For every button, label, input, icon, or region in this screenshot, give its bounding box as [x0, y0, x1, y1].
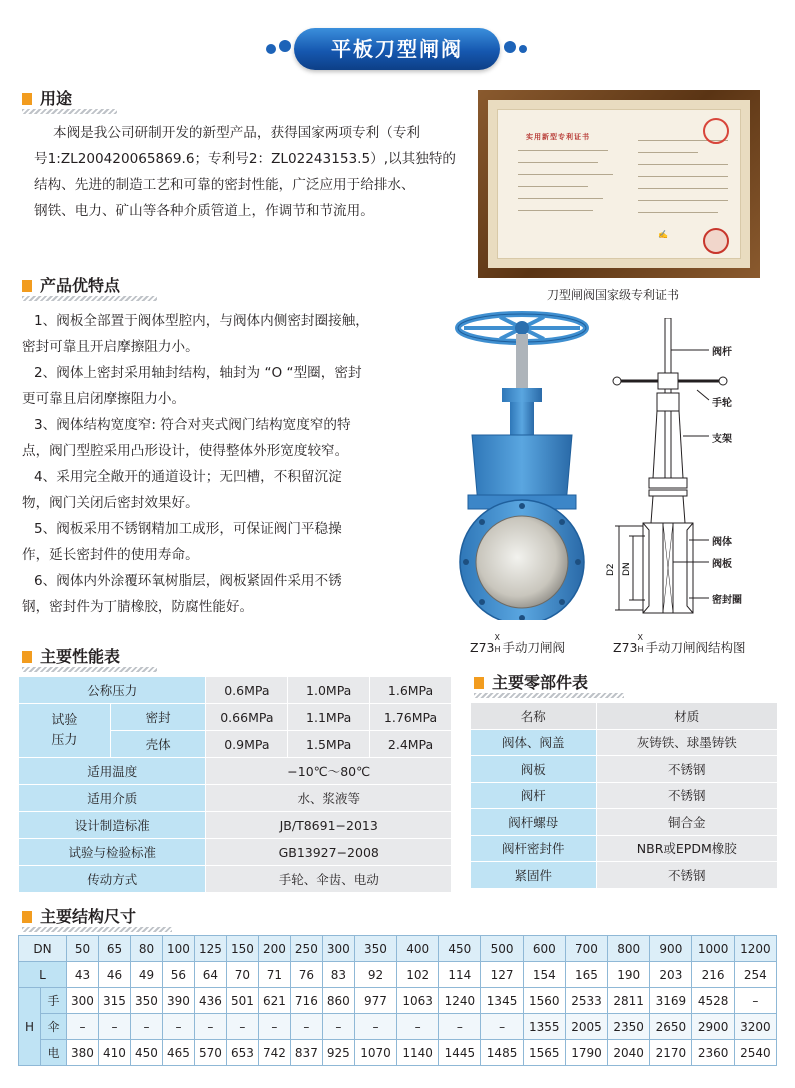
dimension-cell: –	[290, 1014, 322, 1040]
dimension-cell: 46	[98, 962, 130, 988]
dimension-cell: 1200	[734, 936, 776, 962]
dimension-cell: –	[194, 1014, 226, 1040]
valve-photo	[440, 300, 600, 620]
feature-line: 钢，密封件为丁腈橡胶，防腐性能好。	[22, 599, 254, 615]
caption-sub: H	[637, 645, 644, 654]
row-label: DN	[19, 936, 67, 962]
dimension-cell: 200	[258, 936, 290, 962]
dimension-cell: 1063	[397, 988, 439, 1014]
table-row	[19, 704, 452, 731]
table-row	[471, 862, 778, 889]
dimension-cell: –	[226, 1014, 258, 1040]
section-title: 主要零部件表	[492, 673, 589, 692]
certificate-seal-icon	[703, 228, 729, 254]
dimension-cell: 2360	[692, 1040, 734, 1066]
dimension-cell: –	[734, 988, 776, 1014]
row-value: 手轮、伞齿、电动	[206, 866, 452, 893]
section-dimensions-header	[22, 906, 172, 928]
dimension-cell: 49	[130, 962, 162, 988]
dimension-cell: 716	[290, 988, 322, 1014]
usage-line: 本阀是我公司研制开发的新型产品，获得国家两项专利（专利	[53, 125, 421, 141]
section-title: 用途	[40, 89, 73, 108]
row-label: 适用温度	[19, 758, 206, 785]
valve-photo-caption	[470, 633, 565, 656]
dimension-cell: 350	[354, 936, 396, 962]
part-material: NBR或EPDM橡胶	[596, 835, 777, 862]
certificate-mat	[488, 100, 750, 268]
dimension-cell: 2350	[608, 1014, 650, 1040]
row-label: 适用介质	[19, 785, 206, 812]
section-underline	[474, 693, 624, 698]
dimension-cell: 465	[162, 1040, 194, 1066]
dimension-cell: –	[354, 1014, 396, 1040]
bevel-row	[19, 1014, 777, 1040]
feature-line: 更可靠且启闭摩擦阻力小。	[22, 391, 186, 407]
test-pressure-label	[19, 704, 111, 758]
title-banner	[266, 28, 528, 70]
dimension-cell: 300	[67, 988, 99, 1014]
row-label: L	[19, 962, 67, 988]
dimension-cell: –	[130, 1014, 162, 1040]
certificate-text-line	[638, 152, 698, 153]
table-row	[471, 729, 778, 756]
test-label-line: 试验	[51, 712, 78, 728]
structure-caption	[613, 633, 746, 656]
part-material: 不锈钢	[596, 782, 777, 809]
row-label: 手	[41, 988, 67, 1014]
feature-line: 物，阀门关闭后密封效果好。	[22, 495, 199, 511]
dimension-cell: –	[481, 1014, 523, 1040]
dimension-cell: 165	[565, 962, 607, 988]
dimension-cell: 700	[565, 936, 607, 962]
table-cell: 1.6MPa	[370, 677, 452, 704]
caption-text: 手动刀闸阀结构图	[645, 640, 746, 655]
certificate-text-line	[518, 150, 608, 151]
dimension-cell: 216	[692, 962, 734, 988]
feature-line: 1、阀板全部置于阀体型腔内，与阀体内侧密封圈接触，	[34, 313, 369, 329]
certificate-text-line	[638, 200, 728, 201]
usage-line: 结构、先进的制造工艺和可靠的密封性能，广泛应用于给排水、	[34, 177, 415, 193]
certificate-seal-icon	[703, 118, 729, 144]
section-marker-icon	[22, 651, 32, 663]
column-header: 材质	[596, 703, 777, 730]
certificate-text-line	[518, 174, 613, 175]
table-cell: 0.66MPa	[206, 704, 288, 731]
part-material: 不锈钢	[596, 862, 777, 889]
dimension-cell: 154	[523, 962, 565, 988]
certificate-heading: 实用新型专利证书	[526, 133, 590, 141]
dimension-cell: 50	[67, 936, 99, 962]
table-cell: 0.6MPa	[206, 677, 288, 704]
part-name: 阀杆	[471, 782, 597, 809]
table-cell: 0.9MPa	[206, 731, 288, 758]
dimension-cell: 1445	[439, 1040, 481, 1066]
usage-line: 号1:ZL200420065869.6；专利号2：ZL02243153.5）,以其独特的	[34, 151, 457, 167]
row-label: 伞	[41, 1014, 67, 1040]
dim-dn: DN	[622, 562, 632, 576]
dimension-cell: 315	[98, 988, 130, 1014]
certificate-text-line	[518, 210, 593, 211]
dimension-cell: 436	[194, 988, 226, 1014]
dimension-cell: 742	[258, 1040, 290, 1066]
dimension-cell: 4528	[692, 988, 734, 1014]
table-row	[471, 809, 778, 836]
parts-table	[470, 702, 778, 889]
row-value: JB/T8691−2013	[206, 812, 452, 839]
dimension-cell: 76	[290, 962, 322, 988]
usage-paragraph	[34, 120, 456, 224]
section-usage-header	[22, 88, 117, 110]
table-row	[471, 756, 778, 783]
dimension-cell: 977	[354, 988, 396, 1014]
dimension-cell: 410	[98, 1040, 130, 1066]
certificate-text-line	[638, 176, 728, 177]
caption-sup: X	[494, 633, 500, 642]
dimension-cell: 64	[194, 962, 226, 988]
dimension-cell: 800	[608, 936, 650, 962]
dimension-cell: –	[162, 1014, 194, 1040]
section-marker-icon	[22, 280, 32, 292]
dimension-cell: 114	[439, 962, 481, 988]
dimension-cell: 570	[194, 1040, 226, 1066]
section-marker-icon	[22, 911, 32, 923]
dimension-cell: 92	[354, 962, 396, 988]
page-title: 平板刀型闸阀	[331, 37, 463, 61]
certificate-signature: ✍	[658, 230, 668, 239]
feature-line: 4、采用完全敞开的通道设计；无凹槽，不积留沉淀	[34, 469, 342, 485]
feature-line: 点，阀门型腔采用凸形设计，使得整体外形宽度较窄。	[22, 443, 349, 459]
certificate-text-line	[638, 188, 728, 189]
part-material: 灰铸铁、球墨铸铁	[596, 729, 777, 756]
feature-line: 2、阀体上密封采用轴封结构，轴封为 “O “型圈，密封	[34, 365, 362, 381]
table-cell: 1.5MPa	[288, 731, 370, 758]
dimension-cell: 2650	[650, 1014, 692, 1040]
dimension-cell: 653	[226, 1040, 258, 1066]
dimension-cell: 65	[98, 936, 130, 962]
dimensions-table	[18, 935, 777, 1066]
row-value: GB13927−2008	[206, 839, 452, 866]
feature-line: 6、阀体内外涂覆环氧树脂层，阀板紧固件采用不锈	[34, 573, 342, 589]
dimension-cell: 2170	[650, 1040, 692, 1066]
certificate-caption: 刀型闸阀国家级专利证书	[547, 288, 680, 302]
dimension-cell: 1140	[397, 1040, 439, 1066]
dimension-cell: 3200	[734, 1014, 776, 1040]
row-value: −10℃～80℃	[206, 758, 452, 785]
nominal-pressure-label: 公称压力	[19, 677, 206, 704]
label-gate: 阀板	[712, 559, 732, 570]
label-body: 阀体	[712, 537, 732, 548]
certificate-text-line	[518, 198, 603, 199]
part-name: 紧固件	[471, 862, 597, 889]
performance-table	[18, 676, 452, 893]
caption-sup: X	[637, 633, 643, 642]
dimension-cell: 380	[67, 1040, 99, 1066]
dimension-cell: 43	[67, 962, 99, 988]
certificate-paper	[497, 109, 741, 259]
part-name: 阀板	[471, 756, 597, 783]
certificate-text-line	[638, 164, 728, 165]
dimension-cell: 56	[162, 962, 194, 988]
l-row	[19, 962, 777, 988]
section-title: 主要性能表	[40, 647, 121, 666]
table-cell: 1.1MPa	[288, 704, 370, 731]
caption-model: Z73	[470, 640, 495, 655]
h-label: H	[19, 988, 41, 1066]
dimension-cell: 254	[734, 962, 776, 988]
dimension-cell: 1000	[692, 936, 734, 962]
caption-model: Z73	[613, 640, 638, 655]
label-stem: 阀杆	[712, 347, 732, 358]
dimension-cell: 501	[226, 988, 258, 1014]
dimension-cell: 350	[130, 988, 162, 1014]
dimension-cell: 860	[322, 988, 354, 1014]
banner-dot	[504, 41, 516, 53]
banner-dot	[519, 45, 527, 53]
feature-line: 5、阀板采用不锈钢精加工成形，可保证阀门平稳操	[34, 521, 342, 537]
features-list	[22, 308, 369, 620]
usage-line: 钢铁、电力、矿山等各种介质管道上，作调节和节流用。	[34, 203, 374, 219]
dimension-cell: –	[98, 1014, 130, 1040]
dimension-cell: –	[439, 1014, 481, 1040]
dimension-cell: 2540	[734, 1040, 776, 1066]
caption-sub: H	[494, 645, 501, 654]
table-cell: 1.76MPa	[370, 704, 452, 731]
feature-line: 作，延长密封件的使用寿命。	[22, 547, 199, 563]
section-marker-icon	[474, 677, 484, 689]
section-title: 产品优特点	[40, 276, 121, 295]
dimension-cell: –	[67, 1014, 99, 1040]
dimension-cell: 203	[650, 962, 692, 988]
dimension-cell: 190	[608, 962, 650, 988]
dim-d2: D2	[606, 563, 616, 576]
dimension-cell: 80	[130, 936, 162, 962]
dimension-cell: 125	[194, 936, 226, 962]
row-value: 水、浆液等	[206, 785, 452, 812]
certificate-text-line	[638, 212, 718, 213]
section-performance-header	[22, 646, 157, 668]
dimension-cell: 102	[397, 962, 439, 988]
dimension-cell: 150	[226, 936, 258, 962]
dimension-cell: 83	[322, 962, 354, 988]
feature-line: 3、阀体结构宽度窄: 符合对夹式阀门结构宽度窄的特	[34, 417, 351, 433]
table-row	[19, 785, 452, 812]
dimension-cell: 1345	[481, 988, 523, 1014]
seal-label: 密封	[110, 704, 206, 731]
section-parts-header	[474, 672, 624, 694]
dimension-cell: 500	[481, 936, 523, 962]
section-underline	[22, 109, 117, 114]
row-label: 试验与检验标准	[19, 839, 206, 866]
dimension-cell: 1565	[523, 1040, 565, 1066]
section-underline	[22, 927, 172, 932]
dimension-cell: 1790	[565, 1040, 607, 1066]
dimension-cell: 450	[439, 936, 481, 962]
table-header-row	[471, 703, 778, 730]
dimension-cell: 1070	[354, 1040, 396, 1066]
section-underline	[22, 667, 157, 672]
feature-line: 密封可靠且开启摩擦阻力小。	[22, 339, 199, 355]
dimension-cell: 450	[130, 1040, 162, 1066]
table-cell: 1.0MPa	[288, 677, 370, 704]
test-label-line: 压力	[51, 732, 78, 748]
table-row	[19, 839, 452, 866]
dimension-cell: 71	[258, 962, 290, 988]
dimension-cell: 1355	[523, 1014, 565, 1040]
shell-label: 壳体	[110, 731, 206, 758]
dimension-cell: 837	[290, 1040, 322, 1066]
dimension-cell: 1560	[523, 988, 565, 1014]
part-name: 阀杆螺母	[471, 809, 597, 836]
dn-row	[19, 936, 777, 962]
section-marker-icon	[22, 93, 32, 105]
part-material: 铜合金	[596, 809, 777, 836]
dimension-cell: 2005	[565, 1014, 607, 1040]
structure-diagram	[605, 318, 730, 618]
table-row	[19, 812, 452, 839]
dimension-cell: 250	[290, 936, 322, 962]
electric-row	[19, 1040, 777, 1066]
table-row	[19, 677, 452, 704]
table-row	[19, 866, 452, 893]
dimension-cell: –	[258, 1014, 290, 1040]
section-underline	[22, 296, 157, 301]
dimension-cell: 390	[162, 988, 194, 1014]
part-name: 阀体、阀盖	[471, 729, 597, 756]
dimension-cell: 900	[650, 936, 692, 962]
label-seal-ring: 密封圈	[712, 595, 742, 606]
table-row	[471, 782, 778, 809]
table-cell: 2.4MPa	[370, 731, 452, 758]
banner-dot	[266, 44, 276, 54]
dimension-cell: –	[397, 1014, 439, 1040]
banner-dot	[279, 40, 291, 52]
dimension-cell: 2900	[692, 1014, 734, 1040]
dimension-cell: 100	[162, 936, 194, 962]
dimension-cell: 400	[397, 936, 439, 962]
section-title: 主要结构尺寸	[40, 907, 137, 926]
part-name: 阀杆密封件	[471, 835, 597, 862]
dimension-cell: 600	[523, 936, 565, 962]
row-label: 电	[41, 1040, 67, 1066]
certificate-text-line	[518, 186, 588, 187]
hand-row	[19, 988, 777, 1014]
dimension-cell: 2533	[565, 988, 607, 1014]
dimension-cell: 2811	[608, 988, 650, 1014]
dimension-cell: 300	[322, 936, 354, 962]
dimension-cell: 2040	[608, 1040, 650, 1066]
table-row	[19, 758, 452, 785]
table-row	[471, 835, 778, 862]
part-material: 不锈钢	[596, 756, 777, 783]
certificate-text-line	[518, 162, 598, 163]
caption-text: 手动刀闸阀	[502, 640, 565, 655]
dimension-cell: 1240	[439, 988, 481, 1014]
column-header: 名称	[471, 703, 597, 730]
dimension-cell: 3169	[650, 988, 692, 1014]
dimension-cell: 127	[481, 962, 523, 988]
dimension-cell: –	[322, 1014, 354, 1040]
label-handwheel: 手轮	[712, 398, 732, 409]
dimension-cell: 925	[322, 1040, 354, 1066]
row-label: 设计制造标准	[19, 812, 206, 839]
dimension-cell: 70	[226, 962, 258, 988]
label-yoke: 支架	[712, 434, 732, 445]
patent-certificate	[478, 90, 760, 278]
section-features-header	[22, 275, 157, 297]
dimension-cell: 1485	[481, 1040, 523, 1066]
dimension-cell: 621	[258, 988, 290, 1014]
row-label: 传动方式	[19, 866, 206, 893]
